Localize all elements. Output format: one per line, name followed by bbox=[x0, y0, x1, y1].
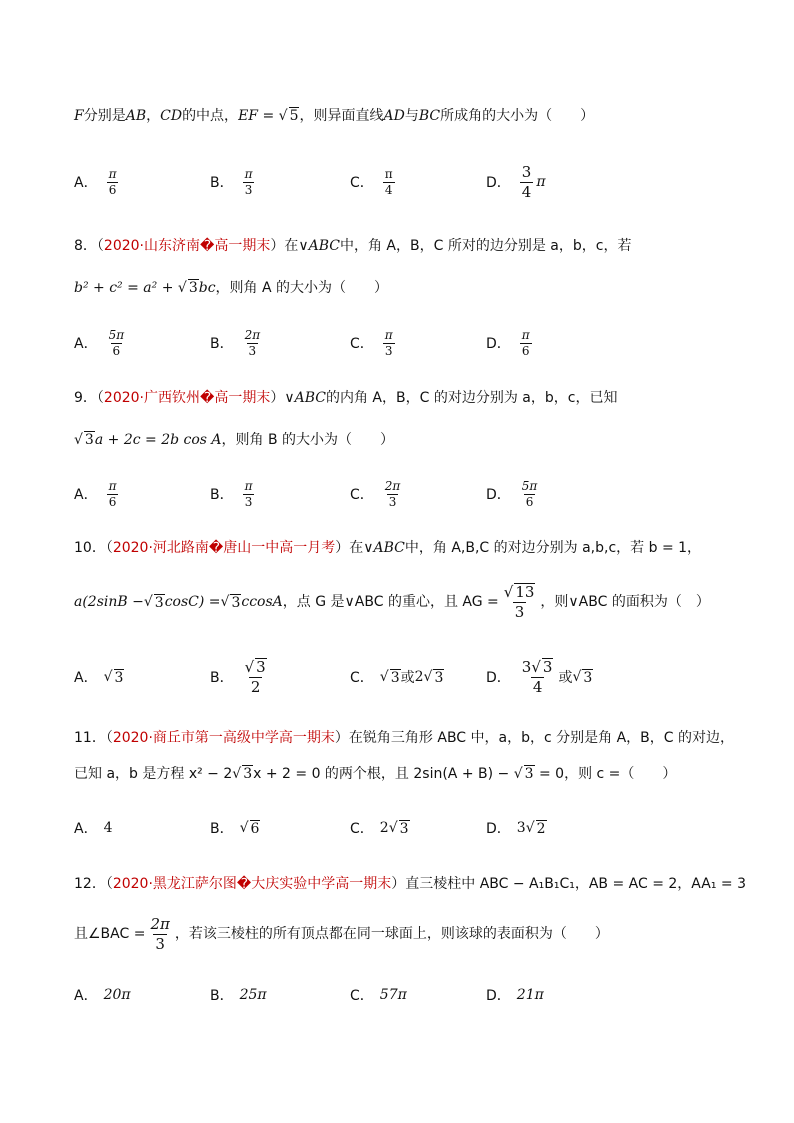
q7-text: ，则异面直线 bbox=[299, 108, 384, 124]
q11-stem-line1: 11．（2020·商丘市第一高级中学高一期末）在锐角三角形 ABC 中，a，b，c 分别是角 A，B，C 的对边， bbox=[74, 730, 735, 746]
q8-option-a[interactable]: A． $\frac{5\pi}{6}$ bbox=[74, 327, 125, 358]
q8-option-b[interactable]: B． $\frac{2\pi}{3}$ bbox=[210, 327, 261, 358]
q7-text: = bbox=[262, 108, 275, 124]
q9-option-c[interactable]: C． $\frac{2\pi}{3}$ bbox=[350, 478, 401, 509]
q7-stem: F分别是AB，CD的中点，EF = √ 5，则异面直线AD与BC所成角的大小为（ ） bbox=[74, 108, 595, 124]
q7-text: BC bbox=[418, 108, 441, 124]
q11-option-d[interactable]: D． 3 √ 2 bbox=[486, 820, 546, 837]
q9-stem-line2: √ 3a + 2c = 2b cos A，则角 B 的大小为（ ） bbox=[74, 432, 395, 448]
q8-source: 2020·山东济南�高一期末 bbox=[103, 238, 271, 254]
q7-text: AD bbox=[383, 108, 405, 124]
q11-source: 2020·商丘市第一高级中学高一期末 bbox=[112, 730, 335, 746]
q8-stem-line2: b² + c² = a² + √ 3bc，则角 A 的大小为（ ） bbox=[74, 280, 389, 296]
q10-stem-line2: a(2sinB − √ 3 cosC) = √ 3 ccosA ，点 G 是∨ABC 的重心，且 AG = $\frac{√ 13}{3}$ ，则∨ABC 的面积为（ ） bbox=[74, 582, 710, 621]
q8-option-c[interactable]: C． $\frac{\pi}{3}$ bbox=[350, 327, 393, 358]
q12-option-d[interactable]: D． 21π bbox=[486, 987, 544, 1004]
q9-stem-line1: 9．（2020·广西钦州�高一期末）∨ABC的内角 A，B，C 的对边分别为 a，b，c，已知 bbox=[74, 390, 618, 406]
q10-option-c[interactable]: C． √ 3 或 2 √ 3 bbox=[350, 669, 444, 686]
q7-text: 与 bbox=[404, 108, 419, 124]
q7-text: 所成角的大小为（ ） bbox=[440, 108, 595, 124]
q7-text: EF bbox=[238, 108, 258, 124]
q8-stem-line1: 8．（2020·山东济南�高一期末）在∨ABC中，角 A，B，C 所对的边分别是 a，b，c，若 bbox=[74, 238, 632, 254]
q10-option-d[interactable]: D． $\frac{3√ 3}{4}$ 或 √ 3 bbox=[486, 657, 593, 696]
q12-stem-line2: 且∠BAC = $\frac{2\pi}{3}$ ，若该三棱柱的所有顶点都在同一球面上，则该球的表面积为（ ） bbox=[74, 914, 609, 953]
q9-source: 2020·广西钦州�高一期末 bbox=[103, 390, 271, 406]
q8-option-d[interactable]: D． $\frac{\pi}{6}$ bbox=[486, 327, 530, 358]
q11-stem-line2: 已知 a，b 是方程 x² − 2√ 3x + 2 = 0 的两个根，且 2sin(A + B) − √ 3 = 0，则 c =（ ） bbox=[74, 766, 677, 782]
q12-stem-line1: 12．（2020·黑龙江萨尔图�大庆实验中学高一期末）直三棱柱中 ABC − A₁B₁C₁，AB = AC = 2，AA₁ = 3 bbox=[74, 876, 747, 892]
q7-text: 的中点， bbox=[182, 108, 239, 124]
q9-option-b[interactable]: B． $\frac{\pi}{3}$ bbox=[210, 478, 253, 509]
q7-text: AB bbox=[125, 108, 147, 124]
q7-text: F bbox=[74, 108, 84, 124]
q7-text: 分别是 bbox=[83, 108, 126, 124]
q7-option-a[interactable]: A． $\frac{\pi}{6}$ bbox=[74, 166, 117, 197]
q7-option-c[interactable]: C． $\frac{\pi}{4}$ bbox=[350, 166, 393, 197]
q7-option-d[interactable]: D． $\frac{3}{4}$ π bbox=[486, 162, 546, 201]
q12-option-a[interactable]: A． 20π bbox=[74, 987, 131, 1004]
q10-stem-line1: 10．（2020·河北路南�唐山一中高一月考）在∨ABC中，角 A,B,C 的对边分别为 a,b,c，若 b = 1， bbox=[74, 540, 702, 556]
q11-option-a[interactable]: A． 4 bbox=[74, 820, 113, 837]
q9-option-a[interactable]: A． $\frac{\pi}{6}$ bbox=[74, 478, 117, 509]
q12-option-c[interactable]: C． 57π bbox=[350, 987, 407, 1004]
q7-option-b[interactable]: B． $\frac{\pi}{3}$ bbox=[210, 166, 253, 197]
q7-text: ， bbox=[146, 108, 161, 124]
q11-option-c[interactable]: C． 2 √ 3 bbox=[350, 820, 409, 837]
q11-option-b[interactable]: B． √ 6 bbox=[210, 820, 260, 837]
q12-source: 2020·黑龙江萨尔图�大庆实验中学高一期末 bbox=[112, 876, 392, 892]
q10-source: 2020·河北路南�唐山一中高一月考 bbox=[112, 540, 336, 556]
q12-option-b[interactable]: B． 25π bbox=[210, 987, 267, 1004]
q7-sqrt: 5 bbox=[289, 108, 299, 124]
q7-text: CD bbox=[160, 108, 183, 124]
q10-option-a[interactable]: A． √ 3 bbox=[74, 669, 124, 686]
q9-option-d[interactable]: D． $\frac{5\pi}{6}$ bbox=[486, 478, 538, 509]
q10-option-b[interactable]: B． $\frac{√ 3}{2}$ bbox=[210, 657, 266, 696]
